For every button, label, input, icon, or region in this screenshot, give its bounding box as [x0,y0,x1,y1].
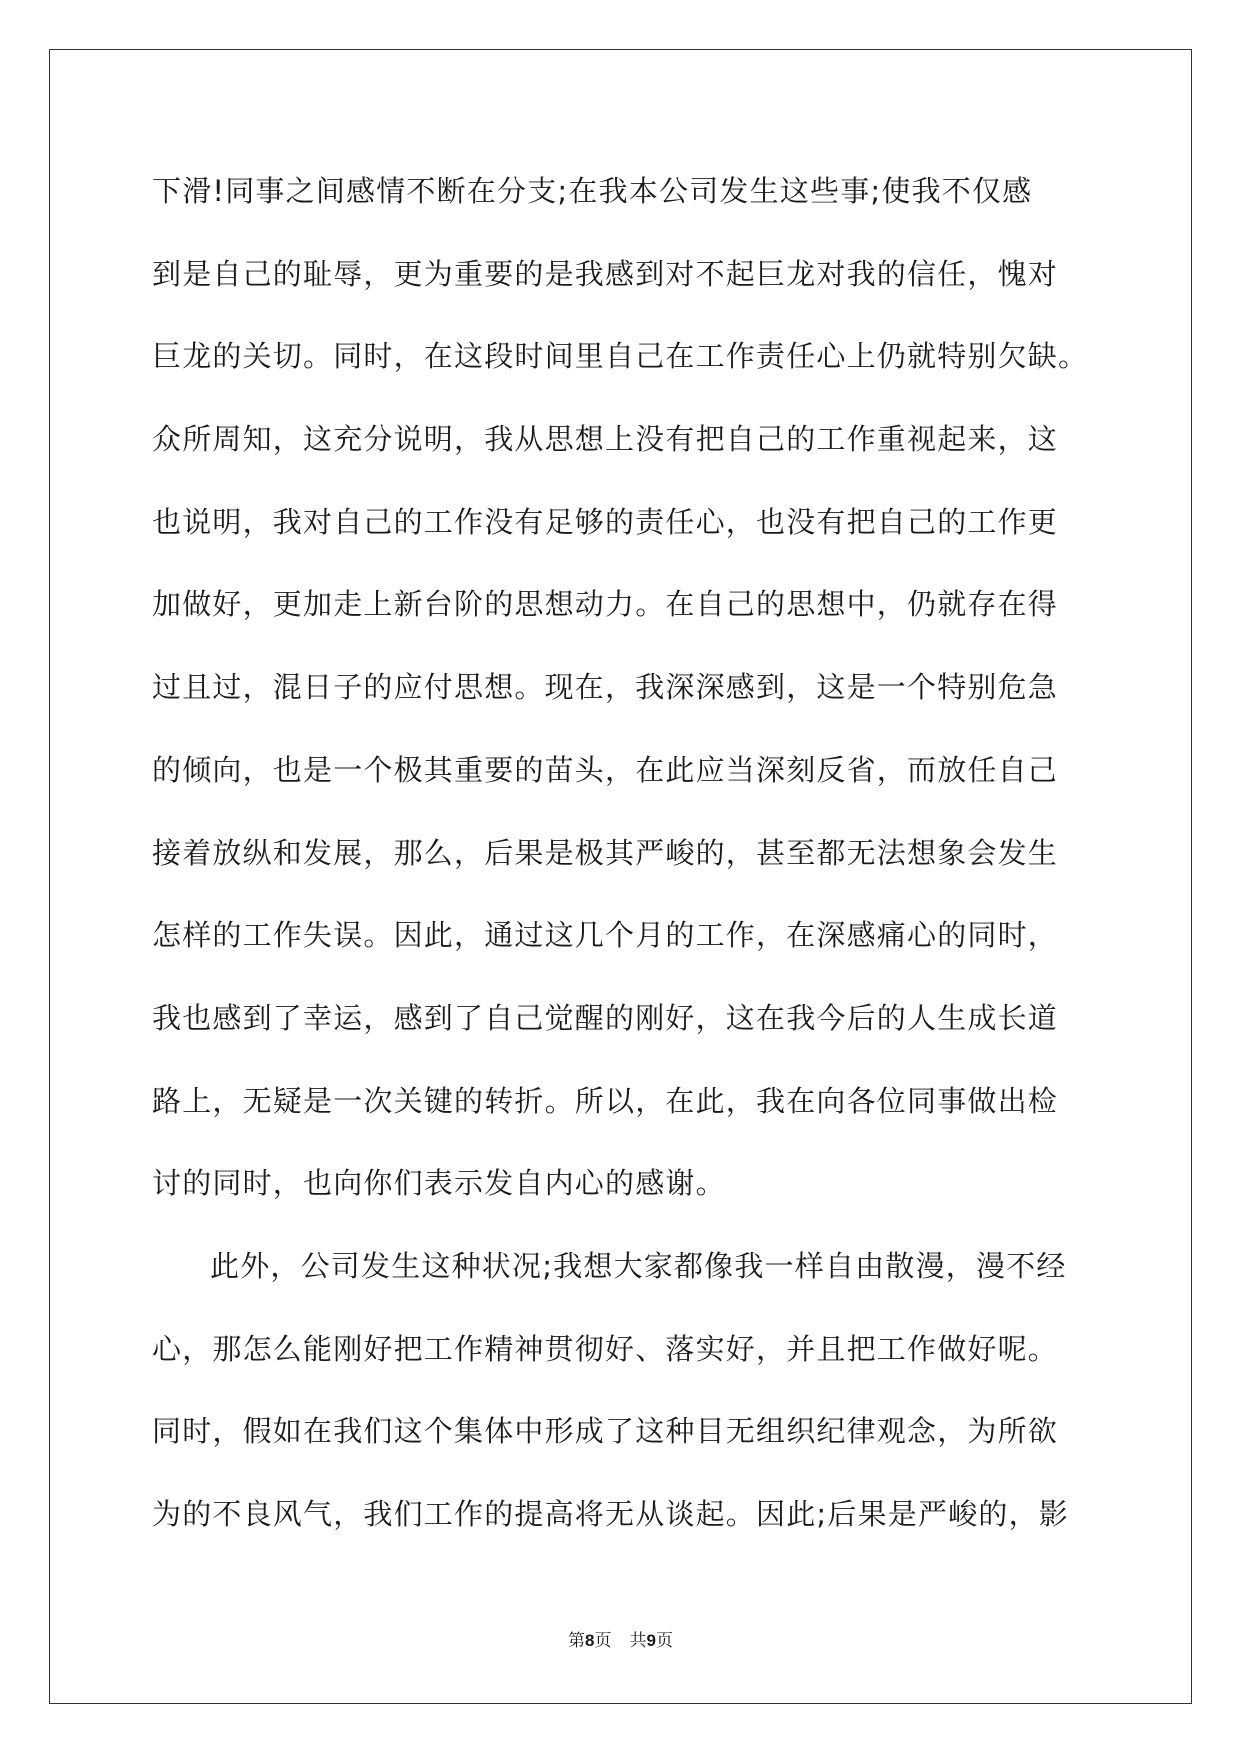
document-body [152,162,1092,1568]
text-line: 众所周知，这充分说明，我从思想上没有把自己的工作重视起来，这 [152,422,1059,457]
paragraph-start-line: 此外，公司发生这种状况;我想大家都像我一样自由散漫，漫不经 [210,1248,1067,1283]
text-line: 巨龙的关切。同时，在这段时间里自己在工作责任心上仍就特别欠缺。 [152,339,1089,374]
page-prefix: 第 [568,1631,586,1651]
text-line: 过且过，混日子的应付思想。现在，我深深感到，这是一个特别危急 [152,670,1059,705]
text-line: 同时，假如在我们这个集体中形成了这种目无组织纪律观念，为所欲 [152,1414,1059,1449]
page-footer [0,1629,1241,1653]
total-suffix: 页 [655,1631,673,1651]
page-number-current: 8 [585,1631,595,1650]
text-line: 下滑!同事之间感情不断在分支;在我本公司发生这些事;使我不仅感 [152,174,1033,208]
text-line: 也说明，我对自己的工作没有足够的责任心，也没有把自己的工作更 [152,504,1059,539]
text-line: 讨的同时，也向你们表示发自内心的感谢。 [152,1166,726,1201]
page-number-total: 9 [646,1631,656,1650]
page-suffix: 页 [594,1631,612,1651]
text-line: 为的不良风气，我们工作的提高将无从谈起。因此;后果是严峻的，影 [152,1497,1069,1531]
text-line: 我也感到了幸运，感到了自己觉醒的刚好，这在我今后的人生成长道 [152,1000,1059,1035]
text-line: 怎样的工作失误。因此，通过这几个月的工作，在深感痛心的同时， [152,918,1059,953]
text-line: 接着放纵和发展，那么，后果是极其严峻的，甚至都无法想象会发生 [152,835,1059,870]
text-line: 加做好，更加走上新台阶的思想动力。在自己的思想中，仍就存在得 [152,587,1059,622]
text-line: 路上，无疑是一次关键的转折。所以，在此，我在向各位同事做出检 [152,1083,1059,1118]
text-line: 到是自己的耻辱，更为重要的是我感到对不起巨龙对我的信任，愧对 [152,256,1059,291]
total-prefix: 共 [629,1631,647,1651]
text-line: 心，那怎么能刚好把工作精神贯彻好、落实好，并且把工作做好呢。 [152,1331,1059,1366]
text-line: 的倾向，也是一个极其重要的苗头，在此应当深刻反省，而放任自己 [152,752,1059,787]
